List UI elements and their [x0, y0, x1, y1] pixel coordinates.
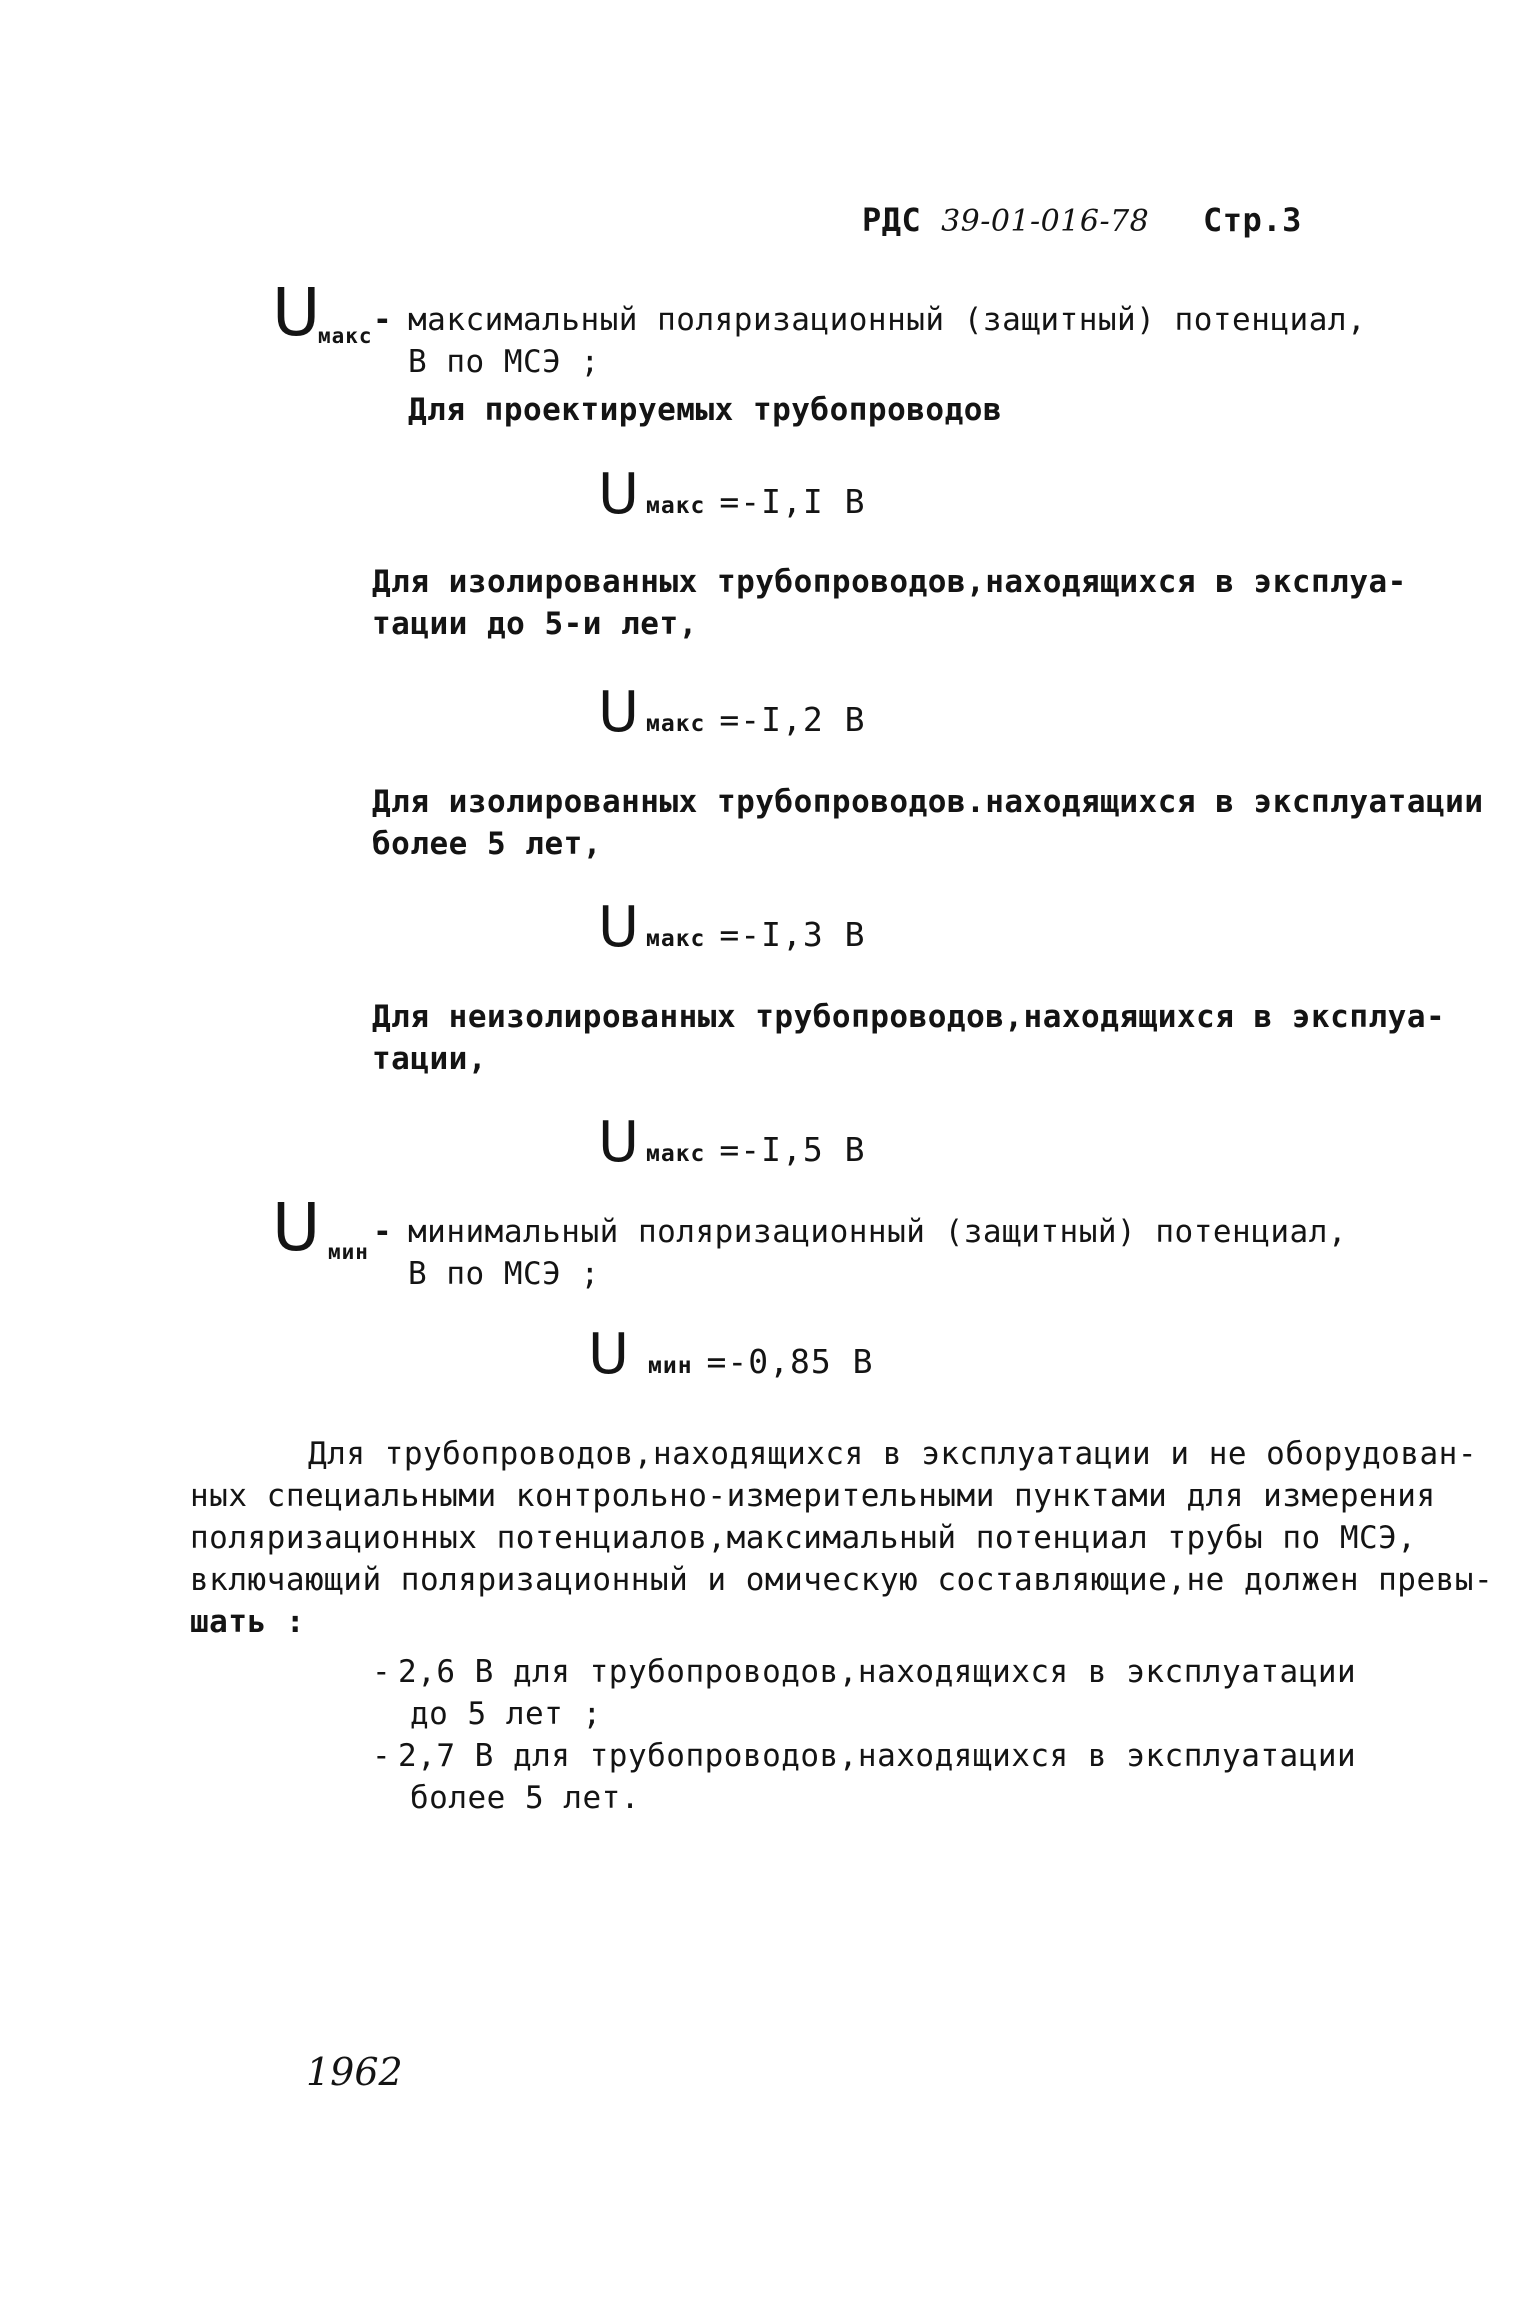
u-max-definition-line2: В по МСЭ ;: [408, 344, 600, 380]
formula-symbol: U: [598, 895, 640, 960]
list-item-line2: до 5 лет ;: [410, 1696, 602, 1732]
formula-u-min: [588, 1322, 874, 1388]
paragraph-line: Для трубопроводов,находящихся в эксплуатации и не оборудован-: [308, 1436, 1477, 1472]
formula-subscript: макс: [646, 711, 706, 737]
formula-subscript: макс: [646, 493, 706, 519]
formula-designed: [598, 462, 865, 528]
list-item-line2: более 5 лет.: [410, 1780, 640, 1816]
list-item-line1: 2,6 В для трубопроводов,находящихся в эксплуатации: [398, 1654, 1357, 1690]
paragraph-line: ных специальными контрольно-измерительными пунктами для измерения: [190, 1478, 1436, 1514]
uninsulated-line1: Для неизолированных трубопроводов,находящихся в эксплуа-: [372, 999, 1446, 1035]
paragraph-line: поляризационных потенциалов,максимальный потенциал трубы по МСЭ,: [190, 1520, 1417, 1556]
u-min-subscript: мин: [328, 1240, 369, 1264]
formula-symbol: U: [598, 462, 640, 527]
designed-pipelines-text: Для проектируемых трубопроводов: [408, 392, 1003, 428]
doc-code: [862, 198, 1149, 244]
u-max-dash: -: [373, 302, 393, 338]
list-bullet: -: [372, 1738, 392, 1774]
list-bullet: -: [372, 1654, 392, 1690]
formula-value: =-0,85 В: [706, 1342, 874, 1381]
formula-value: =-I,2 В: [719, 700, 866, 739]
u-max-symbol: U: [272, 274, 321, 351]
page-number: Стр.3: [1203, 201, 1302, 239]
list-item-line1: 2,7 В для трубопроводов,находящихся в эксплуатации: [398, 1738, 1357, 1774]
u-min-symbol: U: [272, 1189, 321, 1266]
formula-value: =-I,3 В: [719, 915, 866, 954]
formula-value: =-I,I В: [719, 482, 866, 521]
formula-insulated-lt5: [598, 680, 865, 746]
doc-code-prefix: РДС: [862, 201, 922, 239]
u-min-definition-line1: минимальный поляризационный (защитный) потенциал,: [408, 1214, 1348, 1250]
insulated-lt5-line2: тации до 5-и лет,: [372, 606, 698, 642]
u-max-subscript: макс: [318, 324, 373, 348]
doc-code-handwritten: 39-01-016-78: [941, 204, 1150, 239]
paragraph-line: шать :: [190, 1604, 305, 1640]
paragraph-line: включающий поляризационный и омическую составляющие,не должен превы-: [190, 1562, 1494, 1598]
list-item: [372, 1650, 1356, 1694]
formula-subscript: макс: [646, 926, 706, 952]
handwritten-page-number: 1962: [306, 2050, 403, 2094]
formula-insulated-gt5: [598, 895, 865, 961]
insulated-gt5-line1: Для изолированных трубопроводов.находящихся в эксплуатации: [372, 784, 1484, 820]
insulated-lt5-line1: Для изолированных трубопроводов,находящихся в эксплуа-: [372, 564, 1407, 600]
formula-uninsulated: [598, 1110, 865, 1176]
u-min-definition-line2: В по МСЭ ;: [408, 1256, 600, 1292]
formula-subscript: мин: [648, 1353, 693, 1379]
uninsulated-line2: тации,: [372, 1041, 487, 1077]
formula-symbol: U: [598, 680, 640, 745]
list-item: [372, 1734, 1356, 1778]
formula-subscript: макс: [646, 1141, 706, 1167]
u-min-dash: -: [373, 1214, 393, 1250]
insulated-gt5-line2: более 5 лет,: [372, 826, 602, 862]
u-max-definition-line1: максимальный поляризационный (защитный) потенциал,: [408, 302, 1367, 338]
formula-symbol: U: [588, 1322, 630, 1387]
formula-symbol: U: [598, 1110, 640, 1175]
formula-value: =-I,5 В: [719, 1130, 866, 1169]
